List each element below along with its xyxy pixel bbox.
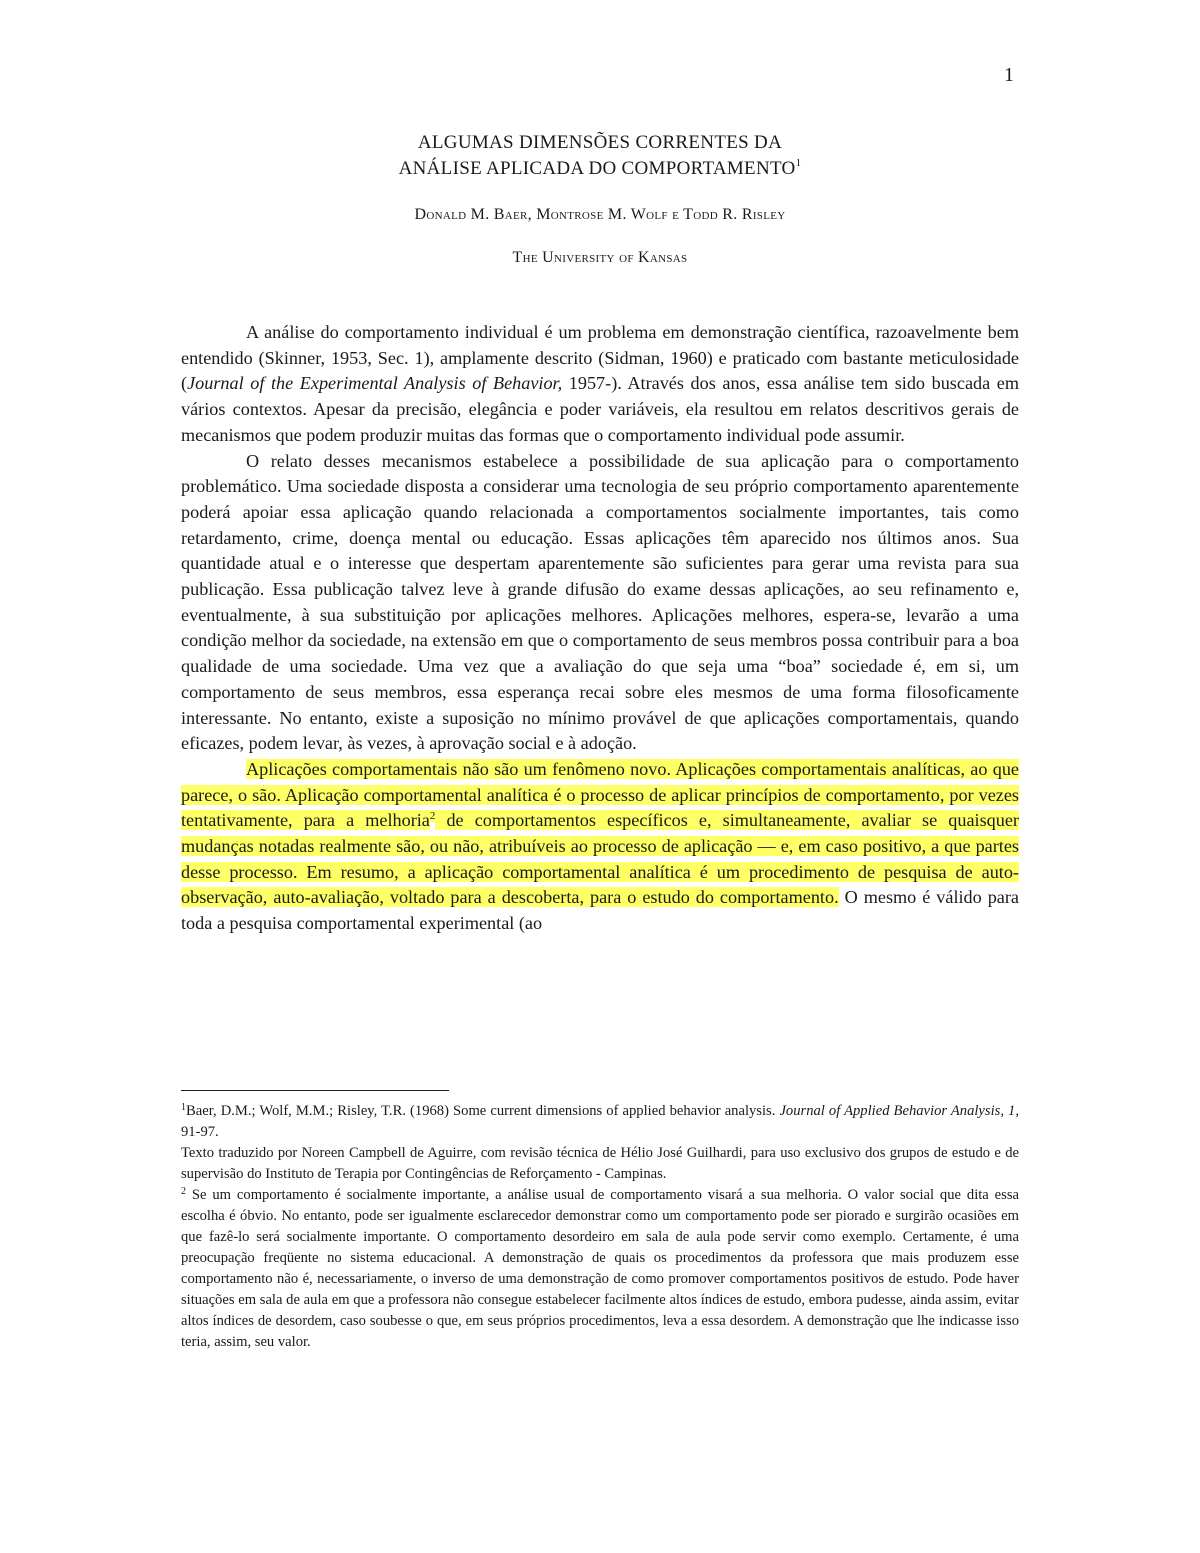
paragraph-3 <box>181 757 1019 937</box>
authors: Donald M. Baer, Montrose M. Wolf e Todd R. Risley <box>414 206 786 223</box>
footnotes <box>181 1101 1019 1353</box>
paragraph-3-end: O mesmo é válido para toda a pesquisa comportamental experimental (ao <box>181 887 1020 934</box>
title-footnote-mark: 1 <box>795 157 802 169</box>
footnote-2-label: 2 <box>181 1186 186 1197</box>
footnote-1-pages: 91-97. <box>181 1124 219 1140</box>
footnote-2 <box>181 1185 1019 1353</box>
paragraph-1-text: A análise do comportamento individual é um problema em demonstração científica, razoavelmente bem entendido (Skinner, 1953, Sec. 1), amplamente descrito (Sidman, 1960) e praticado com bastante meticulosidade ( <box>181 322 1019 394</box>
highlighted-text-a: Aplicações comportamentais não são um fenômeno novo. Aplicações comportamentais analíticas, ao que parece, o são. Aplicação comportamental analítica é o processo de aplicar princípios de comportamento, por vezes tentativamente, para a melhoria <box>181 758 1019 831</box>
title-line-2-text: ANÁLISE APLICADA DO COMPORTAMENTO <box>398 158 796 179</box>
paragraph-2: O relato desses mecanismos estabelece a possibilidade de sua aplicação para o comportamento problemático. Uma sociedade disposta a considerar uma tecnologia de seu próprio comportamento aparentemente poderá apoiar essa aplicação quando relacionada a comportamentos socialmente importantes, tais como retardamento, crime, doença mental ou educação. Essas aplicações têm aparecido nos últimos anos. Sua quantidade atual e o interesse que despertam aparentemente são suficientes para gerar uma revista para sua publicação. Essa publicação talvez leve à grande difusão do exame dessas aplicações, ao seu refinamento e, eventualmente, à sua substituição por aplicações melhores. Aplicações melhores, espera-se, levarão a uma condição melhor da sociedade, na extensão em que o comportamento de seus membros possa contribuir para a boa qualidade de uma sociedade. Uma vez que a avaliação do que seja uma “boa” sociedade é, em si, um comportamento de seus membros, essa esperança recai sobre eles mesmos de uma forma filosoficamente interessante. No entanto, existe a suposição no mínimo provável de que aplicações comportamentais, quando eficazes, podem levar, às vezes, à aprovação social e à adoção. <box>181 450 1019 754</box>
footnote-1 <box>181 1101 1019 1143</box>
footnote-2-text: Se um comportamento é socialmente importante, a análise usual de comportamento visará a sua melhoria. O valor social que dita essa escolha é óbvio. No entanto, pode ser igualmente esclarecedor demonstrar como um comportamento pode ser piorado e surgirão ocasiões em que fazê-lo será socialmente importante. O comportamento desordeiro em sala de aula pode servir como exemplo. Certamente, é uma preocupação freqüente no sistema educacional. A demonstração de quais os procedimentos da professora que mais produzem esse comportamento não é, necessariamente, o inverso de uma demonstração de como promover comportamentos positivos de estudo. Pode haver situações em sala de aula em que a professora não consegue estabelecer facilmente altos índices de estudo, embora pudesse, ainda assim, evitar altos índices de desordem, caso soubesse o que, em seus próprios procedimentos, leva a essa desordem. A demonstração que lhe indicasse isso teria, assim, seu valor. <box>181 1187 1019 1350</box>
paragraph-1-end: 1957-). Através dos anos, essa análise tem sido buscada em vários contextos. Apesar da precisão, elegância e poder variáveis, ela resultou em relatos descritivos gerais de mecanismos que podem produzir muitas das formas que o comportamento individual pode assumir. <box>181 373 1019 445</box>
translation-note: Texto traduzido por Noreen Campbell de Aguirre, com revisão técnica de Hélio José Guilhardi, para uso exclusivo dos grupos de estudo e de supervisão do Instituto de Terapia por Contingências de Reforçamento - Campinas. <box>181 1145 1019 1182</box>
university: The University of Kansas <box>512 249 688 266</box>
highlighted-text-b: de comportamentos específicos e, simultaneamente, avaliar se quaisquer mudanças notadas realmente são, ou não, atribuíveis ao processo de aplicação — e, em caso positivo, a que partes desse processo. Em resumo, a aplicação comportamental analítica é um procedimento de pesquisa de auto-observação, auto-avaliação, voltado para a descoberta, para o estudo do comportamento. <box>181 810 1019 908</box>
footnote-1-journal: Journal of Applied Behavior Analysis, 1, <box>779 1103 1019 1119</box>
footnote-divider <box>181 1090 449 1091</box>
footnote-1-text: Baer, D.M.; Wolf, M.M.; Risley, T.R. (1968) Some current dimensions of applied behavior analysis. <box>186 1103 780 1119</box>
journal-citation: Journal of the Experimental Analysis of Behavior, <box>187 373 563 394</box>
title-line-1: ALGUMAS DIMENSÕES CORRENTES DA <box>417 132 783 153</box>
body-text <box>181 320 1019 937</box>
footnote-2-mark: 2 <box>429 810 436 823</box>
paragraph-1 <box>181 320 1019 449</box>
footnote-1-mark: 1 <box>181 1102 186 1113</box>
title-line-2 <box>180 157 1020 180</box>
page-number: 1 <box>1004 64 1014 86</box>
